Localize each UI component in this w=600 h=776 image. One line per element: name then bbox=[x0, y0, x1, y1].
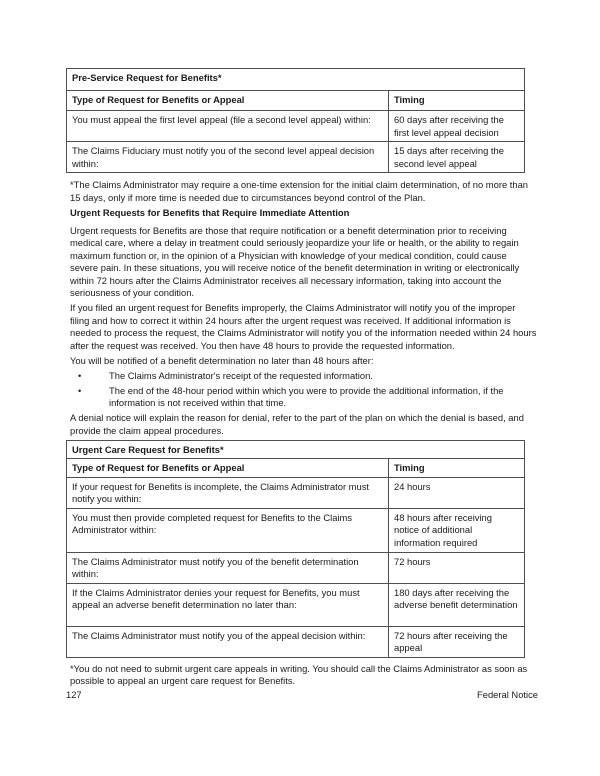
bullet-text: The Claims Administrator's receipt of the requested information. bbox=[109, 369, 373, 381]
column-header-request: Type of Request for Benefits or Appeal bbox=[67, 91, 389, 111]
timing-cell: 72 hours bbox=[389, 552, 525, 583]
footer-section-label: Federal Notice bbox=[477, 689, 538, 700]
table-title-row bbox=[67, 440, 525, 459]
list-item bbox=[70, 385, 537, 410]
table-row bbox=[67, 552, 525, 583]
urgent-care-table-container bbox=[66, 440, 537, 658]
section-heading: Urgent Requests for Benefits that Require Immediate Attention bbox=[70, 207, 350, 218]
request-cell: The Claims Administrator must notify you of the benefit determination within: bbox=[67, 552, 389, 583]
timing-cell: 24 hours bbox=[389, 477, 525, 508]
table-header-row bbox=[67, 91, 525, 111]
table-row bbox=[67, 142, 525, 173]
table-row bbox=[67, 583, 525, 626]
column-header-timing: Timing bbox=[389, 459, 525, 478]
table-title: Urgent Care Request for Benefits* bbox=[67, 440, 525, 459]
table-title: Pre-Service Request for Benefits* bbox=[67, 69, 525, 91]
timing-cell: 72 hours after receiving the appeal bbox=[389, 626, 525, 657]
table-row bbox=[67, 508, 525, 552]
page-content bbox=[66, 68, 537, 688]
table-header-row bbox=[67, 459, 525, 478]
paragraph-denial-notice: A denial notice will explain the reason for denial, refer to the part of the plan on which the denial is based, and provide the claim appeal procedures. bbox=[70, 412, 524, 436]
paragraph-notification-intro: You will be notified of a benefit determination no later than 48 hours after: bbox=[70, 354, 374, 366]
pre-service-table-container bbox=[66, 68, 537, 173]
pre-service-footnote: *The Claims Administrator may require a one-time extension for the initial claim determination, of no more than 15 days, only if more time is needed due to circumstances beyond control of the Plan. bbox=[70, 179, 529, 203]
paragraph-improper-filing: If you filed an urgent request for Benefits improperly, the Claims Administrator will notify you of the improper filing and how to correct it within 24 hours after the urgent request was received. If additional information is needed to process the request, the Claims Administrator will notify you of the information needed within 24 hours after the request was received. You then have 48 hours to provide the requested information. bbox=[70, 302, 537, 351]
bullet-marker: • bbox=[78, 369, 82, 381]
page-number: 127 bbox=[66, 689, 82, 700]
table-row bbox=[67, 111, 525, 142]
column-header-request: Type of Request for Benefits or Appeal bbox=[67, 459, 389, 478]
table-title-row bbox=[67, 69, 525, 91]
request-cell: If your request for Benefits is incomplete, the Claims Administrator must notify you within: bbox=[67, 477, 389, 508]
list-item bbox=[70, 370, 537, 383]
bullet-marker: • bbox=[78, 384, 82, 396]
bullet-text: The end of the 48-hour period within which you were to provide the additional information, if the information is not received within that time. bbox=[109, 384, 504, 408]
urgent-care-table bbox=[66, 440, 525, 658]
column-header-timing: Timing bbox=[389, 91, 525, 111]
timing-cell: 180 days after receiving the adverse benefit determination bbox=[389, 583, 525, 626]
paragraph-urgent-definition: Urgent requests for Benefits are those that require notification or a benefit determination prior to receiving medical care, where a delay in treatment could seriously jeopardize your life or health, or the ability to regain maximum function or, in the opinion of a Physician with knowledge of your medical condition, could cause severe pain. In these situations, you will receive notice of the benefit determination in writing or electronically within 72 hours after the Claims Administrator receives all necessary information, taking into account the seriousness of your condition. bbox=[70, 224, 520, 298]
table-row bbox=[67, 626, 525, 657]
timing-cell: 60 days after receiving the first level appeal decision bbox=[389, 111, 525, 142]
request-cell: The Claims Administrator must notify you of the appeal decision within: bbox=[67, 626, 389, 657]
request-cell: The Claims Fiduciary must notify you of the second level appeal decision within: bbox=[67, 142, 389, 173]
timing-cell: 48 hours after receiving notice of additional information required bbox=[389, 508, 525, 552]
urgent-care-footnote: *You do not need to submit urgent care appeals in writing. You should call the Claims Administrator as soon as possible to appeal an urgent care request for Benefits. bbox=[70, 662, 528, 686]
request-cell: You must then provide completed request for Benefits to the Claims Administrator within: bbox=[67, 508, 389, 552]
timing-cell: 15 days after receiving the second level appeal bbox=[389, 142, 525, 173]
table-row bbox=[67, 477, 525, 508]
request-cell: If the Claims Administrator denies your request for Benefits, you must appeal an adverse benefit determination no later than: bbox=[67, 583, 389, 626]
pre-service-table bbox=[66, 68, 525, 173]
page-footer bbox=[66, 689, 538, 702]
bullet-list bbox=[66, 370, 537, 410]
request-cell: You must appeal the first level appeal (file a second level appeal) within: bbox=[67, 111, 389, 142]
